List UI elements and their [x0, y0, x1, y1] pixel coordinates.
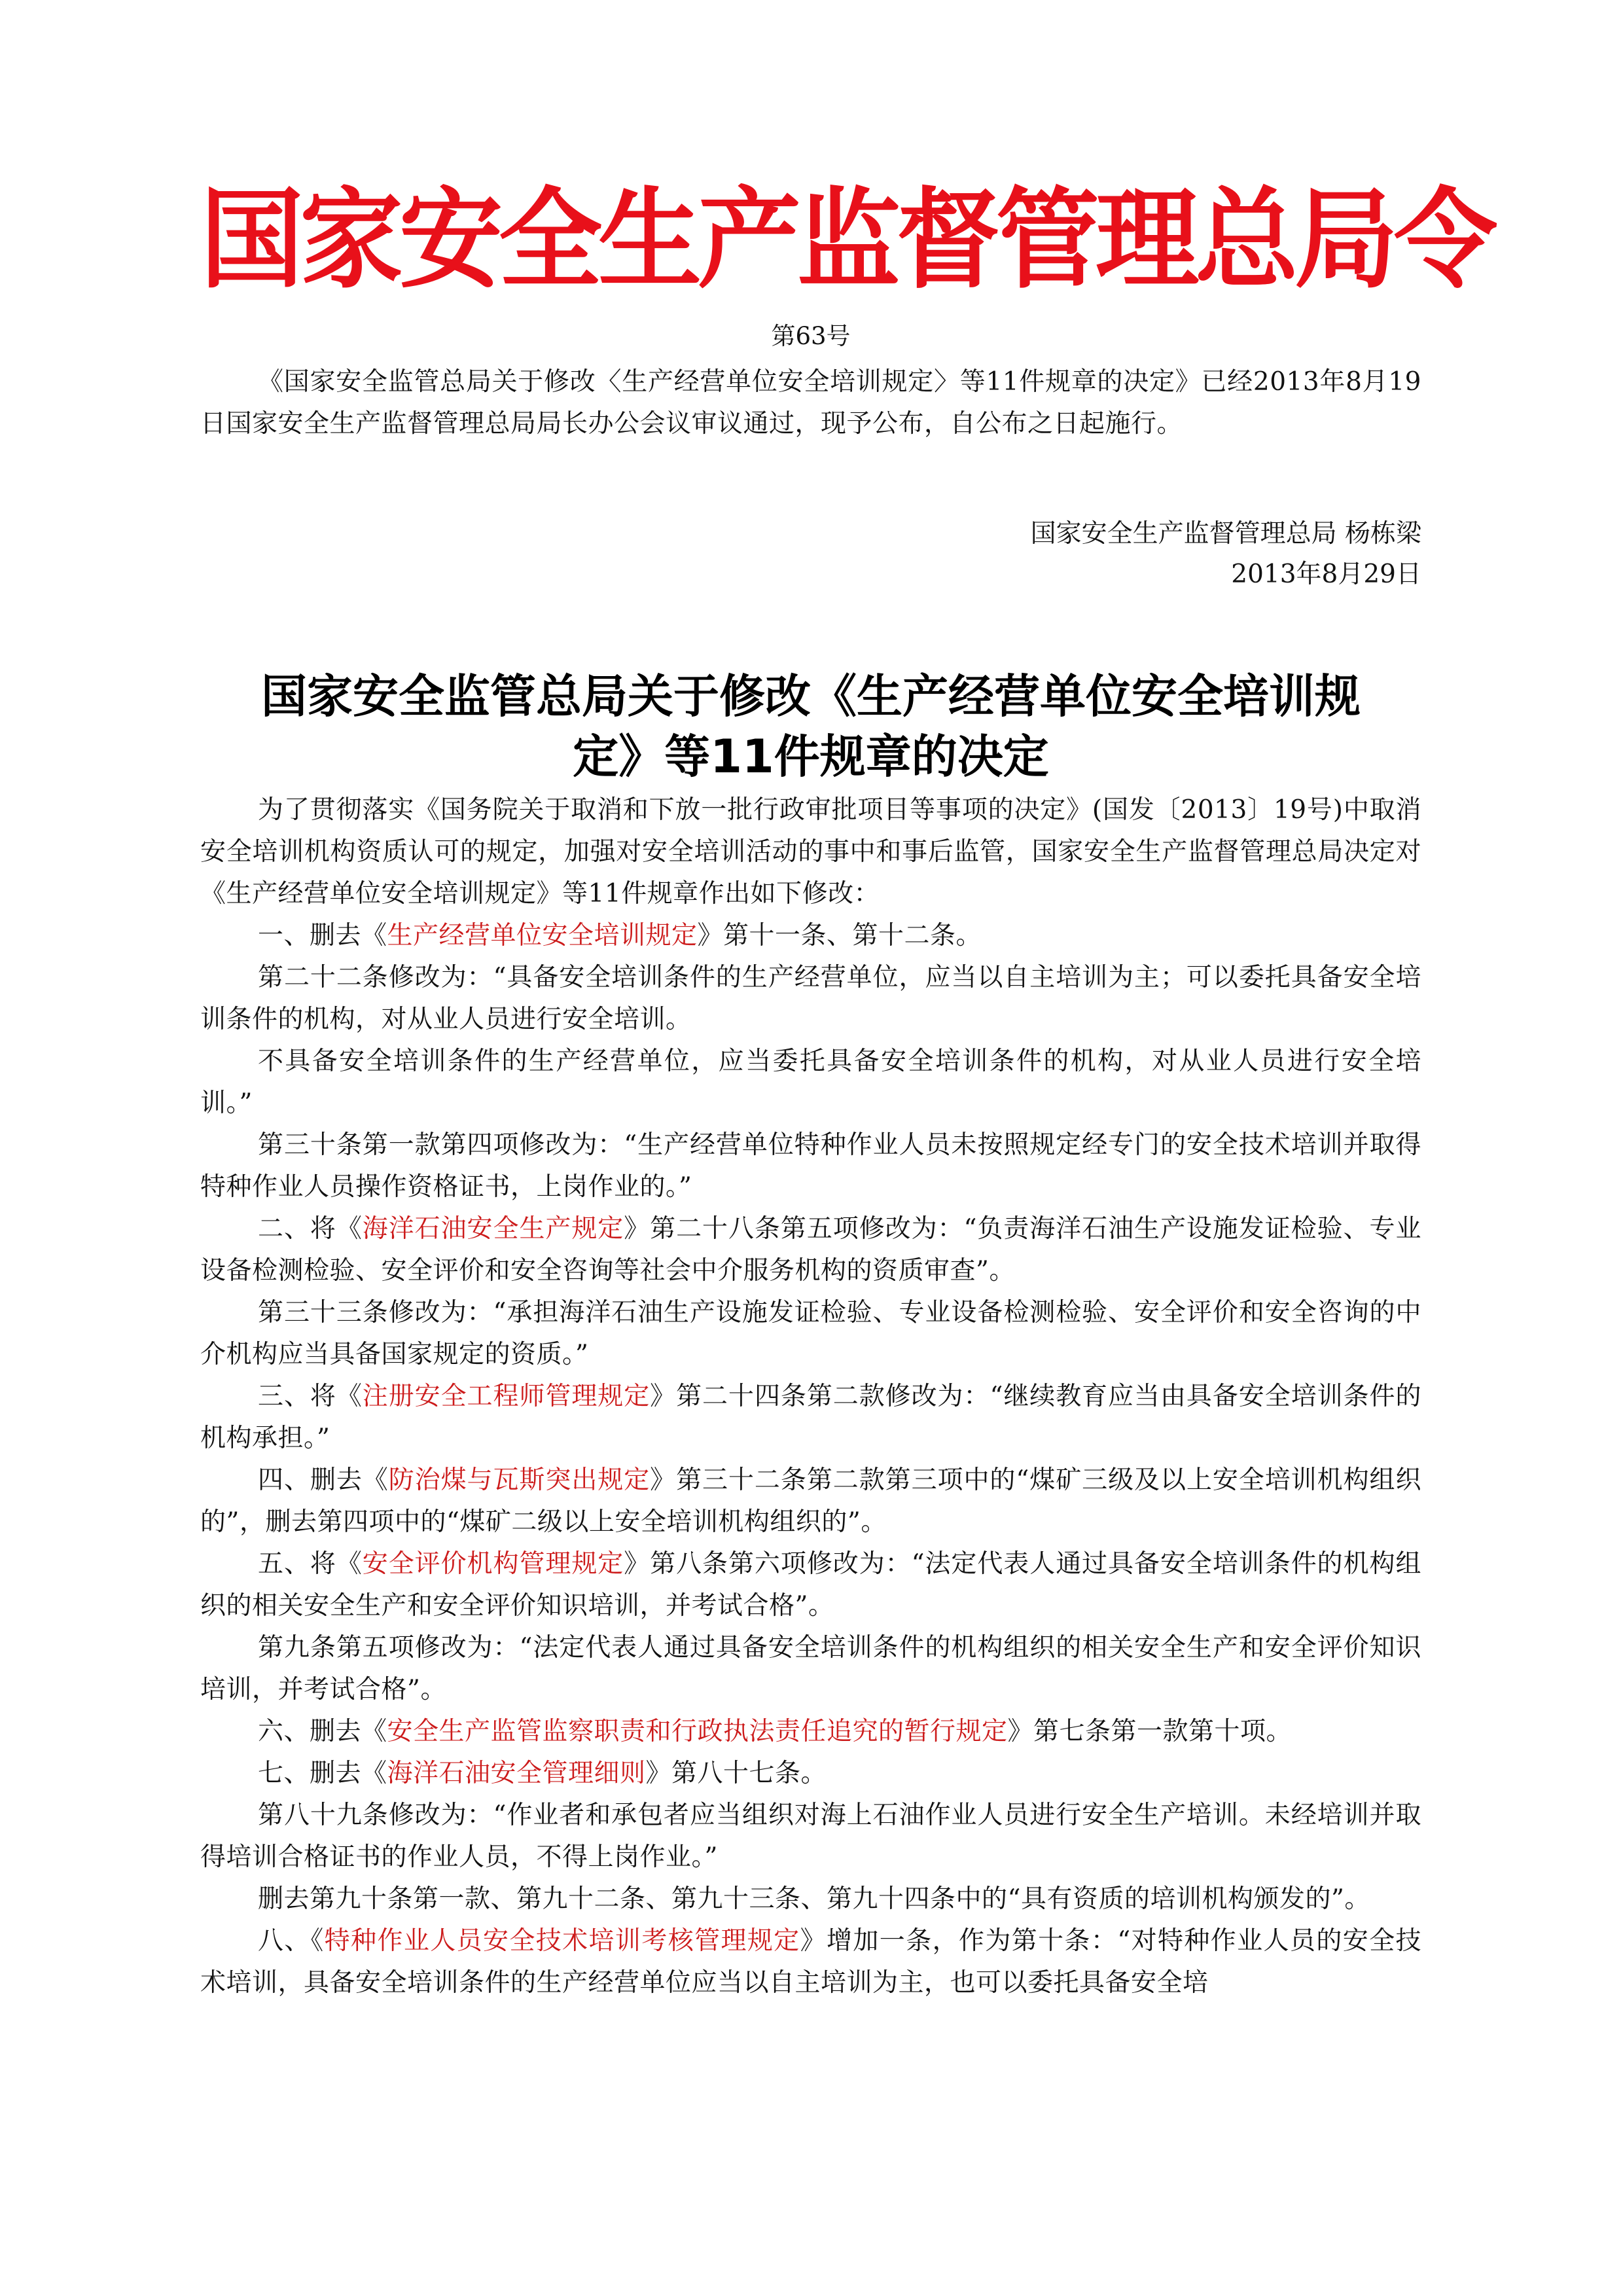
decision-body — [200, 789, 1421, 2004]
regulation-name: 防治煤与瓦斯突出规定 — [388, 1465, 651, 1495]
amendment-item: 六、删去《安全生产监管监察职责和行政执法责任追究的暂行规定》第七条第一款第十项。 — [258, 1717, 1293, 1746]
signature-date: 2013年8月29日 — [1231, 560, 1421, 589]
promulgation-notice — [200, 361, 1421, 445]
amendment-item: 五、将《安全评价机构管理规定》第八条第六项修改为：“法定代表人通过具备安全培训条件的机构组织的相关安全生产和安全评价知识培训，并考试合格”。 — [200, 1549, 1421, 1621]
body-paragraph: 为了贯彻落实《国务院关于取消和下放一批行政审批项目等事项的决定》(国发〔2013〕19号)中取消安全培训机构资质认可的规定，加强对安全培训活动的事中和事后监管，国家安全生产监督管理总局决定对《生产经营单位安全培训规定》等11件规章作出如下修改： — [200, 795, 1421, 908]
decision-title-line-2: 定》等11件规章的决定 — [573, 730, 1049, 783]
regulation-name: 安全生产监管监察职责和行政执法责任追究的暂行规定 — [387, 1717, 1008, 1746]
amendment-item: 七、删去《海洋石油安全管理细则》第八十七条。 — [258, 1759, 827, 1788]
amendment-item: 一、删去《生产经营单位安全培训规定》第十一条、第十二条。 — [258, 921, 982, 950]
signature-organization: 国家安全生产监督管理总局 杨栋梁 — [1030, 519, 1421, 548]
regulation-name: 生产经营单位安全培训规定 — [387, 921, 698, 950]
body-paragraph: 第三十三条修改为：“承担海洋石油生产设施发证检验、专业设备检测检验、安全评价和安全咨询的中介机构应当具备国家规定的资质。” — [200, 1298, 1421, 1369]
decision-title-line-1: 国家安全监管总局关于修改《生产经营单位安全培训规 — [261, 670, 1361, 723]
promulgation-paragraph: 《国家安全监管总局关于修改〈生产经营单位安全培训规定〉等11件规章的决定》已经2013年8月19日国家安全生产监督管理总局局长办公会议审议通过，现予公布，自公布之日起施行。 — [200, 367, 1421, 439]
body-paragraph: 第九条第五项修改为：“法定代表人通过具备安全培训条件的机构组织的相关安全生产和安全评价知识培训，并考试合格”。 — [200, 1633, 1421, 1704]
body-paragraph: 不具备安全培训条件的生产经营单位，应当委托具备安全培训条件的机构，对从业人员进行安全培训。” — [200, 1047, 1421, 1118]
regulation-name: 注册安全工程师管理规定 — [362, 1382, 651, 1411]
regulation-name: 海洋石油安全生产规定 — [362, 1214, 624, 1244]
amendment-item: 四、删去《防治煤与瓦斯突出规定》第三十二条第二款第三项中的“煤矿三级及以上安全培训机构组织的”，删去第四项中的“煤矿二级以上安全培训机构组织的”。 — [200, 1465, 1421, 1537]
regulation-name: 安全评价机构管理规定 — [362, 1549, 624, 1579]
body-paragraph: 删去第九十条第一款、第九十二条、第九十三条、第九十四条中的“具有资质的培训机构颁发的”。 — [258, 1884, 1370, 1914]
body-paragraph: 第二十二条修改为：“具备安全培训条件的生产经营单位，应当以自主培训为主；可以委托具备安全培训条件的机构，对从业人员进行安全培训。 — [200, 963, 1421, 1034]
decision-title — [200, 666, 1421, 787]
amendment-item: 二、将《海洋石油安全生产规定》第二十八条第五项修改为：“负责海洋石油生产设施发证检验、专业设备检测检验、安全评价和安全咨询等社会中介服务机构的资质审查”。 — [200, 1214, 1421, 1285]
masthead-title: 国家安全生产监督管理总局令 — [200, 176, 1493, 304]
amendment-item: 八、《特种作业人员安全技术培训考核管理规定》增加一条，作为第十条：“对特种作业人员的安全技术培训，具备安全培训条件的生产经营单位应当以自主培训为主，也可以委托具备安全培 — [200, 1926, 1421, 1998]
body-paragraph: 第三十条第一款第四项修改为：“生产经营单位特种作业人员未按照规定经专门的安全技术培训并取得特种作业人员操作资格证书，上岗作业的。” — [200, 1130, 1421, 1202]
order-number: 第63号 — [771, 322, 851, 350]
regulation-name: 特种作业人员安全技术培训考核管理规定 — [324, 1926, 800, 1956]
body-paragraph: 第八十九条修改为：“作业者和承包者应当组织对海上石油作业人员进行安全生产培训。未经培训并取得培训合格证书的作业人员，不得上岗作业。” — [200, 1801, 1421, 1872]
amendment-item: 三、将《注册安全工程师管理规定》第二十四条第二款修改为：“继续教育应当由具备安全培训条件的机构承担。” — [200, 1382, 1421, 1453]
regulation-name: 海洋石油安全管理细则 — [387, 1759, 646, 1788]
